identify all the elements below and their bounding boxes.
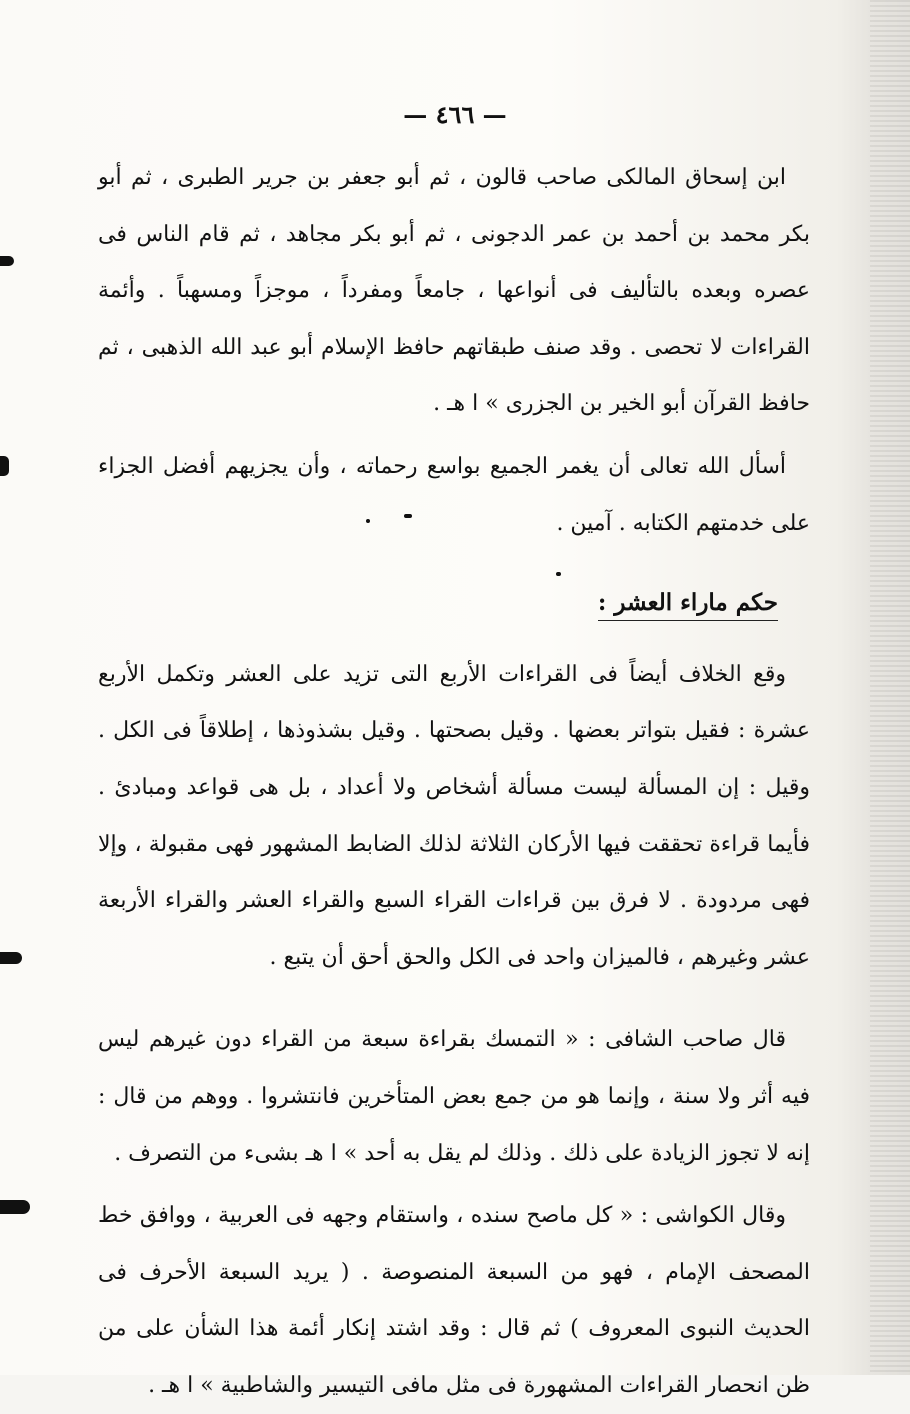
ink-speck: [556, 572, 561, 576]
paragraph-kawashi-quote: وقال الكواشى : « كل ماصح سنده ، واستقام وجهه فى العربية ، ووافق خط المصحف الإمام ، فهو من السبعة المنصوصة . ( يريد السبعة الأحرف فى الحديث النبوى المعروف ) ثم قال : وقد اشتد إنكار أئمة هذا الشأن على من ظن انحصار القراءات المشهورة فى مثل مافى التيسير والشاطبية » ا هـ .: [98, 1203, 810, 1398]
paragraph-dispute: وقع الخلاف أيضاً فى القراءات الأربع التى تزيد على العشر وتكمل الأربع عشرة : فقيل بتواتر بعضها . وقيل بصحتها . وقيل بشذوذها ، إطلاقاً فى الكل . وقيل : إن المسألة ليست مسألة أشخاص ولا أعداد ، بل هى قواعد ومبادئ . فأيما قراءة تحققت فيها الأركان الثلاثة لذلك الضابط المشهور فهى مقبولة ، وإلا فهى مردودة . لا فرق بين قراءات القراء السبع والقراء العشر والقراء الأربعة عشر وغيرهم ، فالميزان واحد فى الكل والحق أحق أن يتبع .: [98, 661, 810, 970]
ink-speck: [404, 514, 412, 518]
paragraph-prayer: أسأل الله تعالى أن يغمر الجميع بواسع رحماته ، وأن يجزيهم أفضل الجزاء على خدمتهم الكتابه . آمين .: [98, 453, 810, 536]
paragraph-shafi-quote: قال صاحب الشافى : « التمسك بقراءة سبعة من القراء دون غيرهم ليس فيه أثر ولا سنة ، وإنما هو من جمع بعض المتأخرين فانتشروا . ووهم من قال : إنه لا تجوز الزيادة على ذلك . وذلك لم يقل به أحد » ا هـ بشىء من التصرف .: [98, 1027, 810, 1166]
binding-mark: [0, 952, 22, 964]
paragraph-continuation: ابن إسحاق المالكى صاحب قالون ، ثم أبو جعفر بن جرير الطبرى ، ثم أبو بكر محمد بن أحمد بن عمر الدجونى ، ثم أبو بكر مجاهد ، ثم قام الناس فى عصره وبعده بالتأليف فى أنواعها ، جامعاً ومفرداً ، موجزاً ومسهباً . وأئمة القراءات لا تحصى . وقد صنف طبقاتهم حافظ الإسلام أبو عبد الله الذهبى ، ثم حافظ القرآن أبو الخير بن الجزرى » ا هـ .: [98, 165, 810, 417]
binding-mark: [0, 456, 9, 476]
section-heading-row: [98, 576, 810, 633]
page-number: — ٤٦٦ —: [403, 100, 507, 129]
binding-mark: [0, 256, 14, 266]
page-body: [98, 150, 810, 1414]
section-heading: حكم ماراء العشر :: [598, 586, 778, 621]
binding-mark: [0, 1200, 30, 1214]
page-edge-shadow: [870, 0, 910, 1375]
ink-speck: [366, 519, 370, 523]
